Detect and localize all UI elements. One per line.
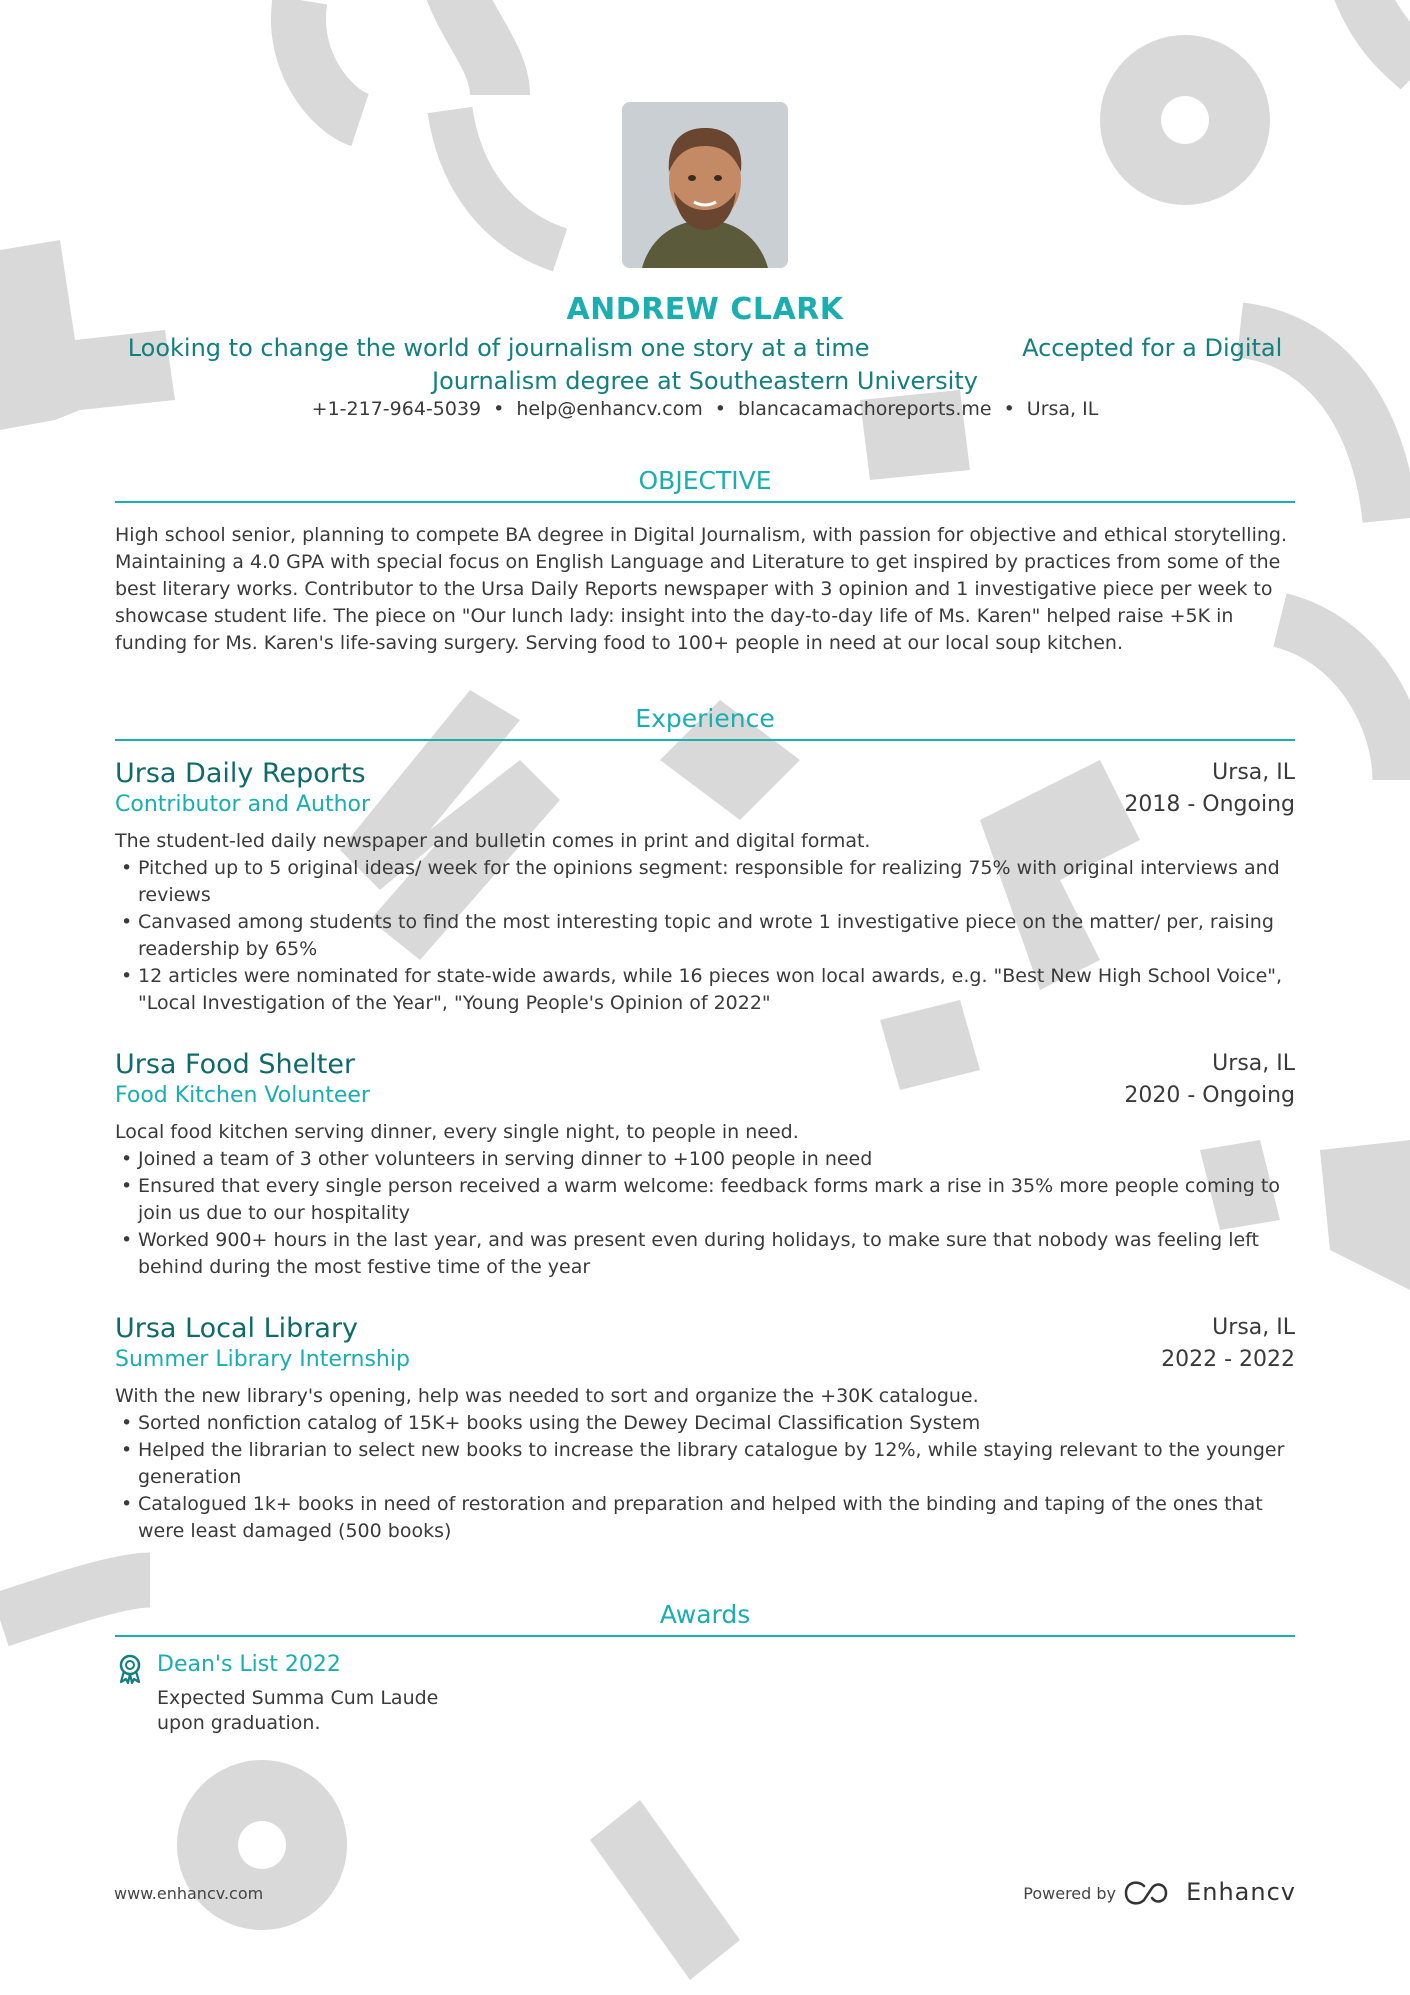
separator-dot: •	[1003, 398, 1015, 420]
separator-dot: •	[493, 398, 505, 420]
job-bullets	[115, 1410, 1295, 1545]
job-company: Ursa Food Shelter	[115, 1049, 356, 1080]
powered-by-label: Powered by	[1023, 1884, 1116, 1903]
avatar	[622, 102, 788, 268]
job-bullet: • Helped the librarian to select new books to increase the library catalogue by 12%, while staying relevant to the younger generation	[115, 1437, 1295, 1491]
job-description: The student-led daily newspaper and bulletin comes in print and digital format.	[115, 830, 871, 852]
job-dates: 2022 - 2022	[1161, 1347, 1295, 1372]
job-description: Local food kitchen serving dinner, every single night, to people in need.	[115, 1121, 799, 1143]
job-location: Ursa, IL	[1212, 1051, 1295, 1076]
contact-phone[interactable]: +1-217-964-5039	[311, 398, 482, 420]
job-dates: 2018 - Ongoing	[1124, 792, 1295, 817]
footer-website[interactable]: www.enhancv.com	[114, 1884, 264, 1903]
enhancv-logo-icon	[1122, 1880, 1170, 1906]
job-bullet: • Worked 900+ hours in the last year, and was present even during holidays, to make sure that nobody was feeling left behind during the most festive time of the year	[115, 1227, 1295, 1281]
experience-heading: Experience	[115, 704, 1295, 741]
job-location: Ursa, IL	[1212, 760, 1295, 785]
job-bullet: • Ensured that every single person received a warm welcome: feedback forms mark a rise in 35% more people coming to join us due to our hospitality	[115, 1173, 1295, 1227]
job-company: Ursa Daily Reports	[115, 758, 366, 789]
award-ribbon-icon	[117, 1654, 143, 1684]
contact-email[interactable]: help@enhancv.com	[516, 398, 703, 420]
job-description: With the new library's opening, help was needed to sort and organize the +30K catalogue.	[115, 1385, 979, 1407]
job-bullet: • Sorted nonfiction catalog of 15K+ books using the Dewey Decimal Classification System	[115, 1410, 1295, 1437]
job-bullet: • Pitched up to 5 original ideas/ week for the opinions segment: responsible for realizing 75% with original interviews and reviews	[115, 855, 1295, 909]
job-role: Summer Library Internship	[115, 1347, 410, 1372]
job-entry	[115, 1049, 1295, 1281]
separator-dot: •	[714, 398, 726, 420]
awards-heading: Awards	[115, 1600, 1295, 1637]
job-company: Ursa Local Library	[115, 1313, 359, 1344]
contact-location: Ursa, IL	[1026, 398, 1099, 420]
job-location: Ursa, IL	[1212, 1315, 1295, 1340]
job-bullets	[115, 1146, 1295, 1281]
job-bullet: • Catalogued 1k+ books in need of restoration and preparation and helped with the binding and taping of the ones that were least damaged (500 books)	[115, 1491, 1295, 1545]
profile-photo	[622, 102, 788, 268]
job-bullet: • Canvased among students to find the most interesting topic and wrote 1 investigative piece on the matter/ per, raising readership by 65%	[115, 909, 1295, 963]
award-title: Dean's List 2022	[157, 1652, 341, 1677]
job-dates: 2020 - Ongoing	[1124, 1083, 1295, 1108]
candidate-name: ANDREW CLARK	[566, 292, 844, 327]
footer-branding	[976, 1878, 1296, 1908]
job-bullets	[115, 855, 1295, 1017]
job-bullet: • Joined a team of 3 other volunteers in serving dinner to +100 people in need	[115, 1146, 1295, 1173]
objective-heading: OBJECTIVE	[115, 466, 1295, 503]
contact-info	[0, 398, 1410, 420]
job-bullet: • 12 articles were nominated for state-wide awards, while 16 pieces won local awards, e.g. "Best New High School Voice", "Local Investigation of the Year", "Young People's Opinion of 2022"	[115, 963, 1295, 1017]
enhancv-logo-text: Enhancv	[1186, 1878, 1296, 1906]
job-entry	[115, 758, 1295, 1017]
job-role: Contributor and Author	[115, 792, 371, 817]
job-role: Food Kitchen Volunteer	[115, 1083, 370, 1108]
contact-website[interactable]: blancacamachoreports.me	[737, 398, 992, 420]
job-entry	[115, 1313, 1295, 1545]
headline: Looking to change the world of journalism one story at a time Accepted for a Digital Journalism degree at Southeastern University	[127, 334, 1290, 395]
award-description: Expected Summa Cum Laude upon graduation.	[157, 1687, 439, 1734]
objective-text: High school senior, planning to compete BA degree in Digital Journalism, with passion for objective and ethical storytelling. Maintaining a 4.0 GPA with special focus on English Language and Literature to get inspired by practices from some of the best literary works. Contributor to the Ursa Daily Reports newspaper with 3 opinion and 1 investigative piece per week to showcase student life. The piece on "Our lunch lady: insight into the day-to-day life of Ms. Karen" helped raise +5K in funding for Ms. Karen's life-saving surgery. Serving food to 100+ people in need at our local soup kitchen.	[115, 524, 1287, 654]
